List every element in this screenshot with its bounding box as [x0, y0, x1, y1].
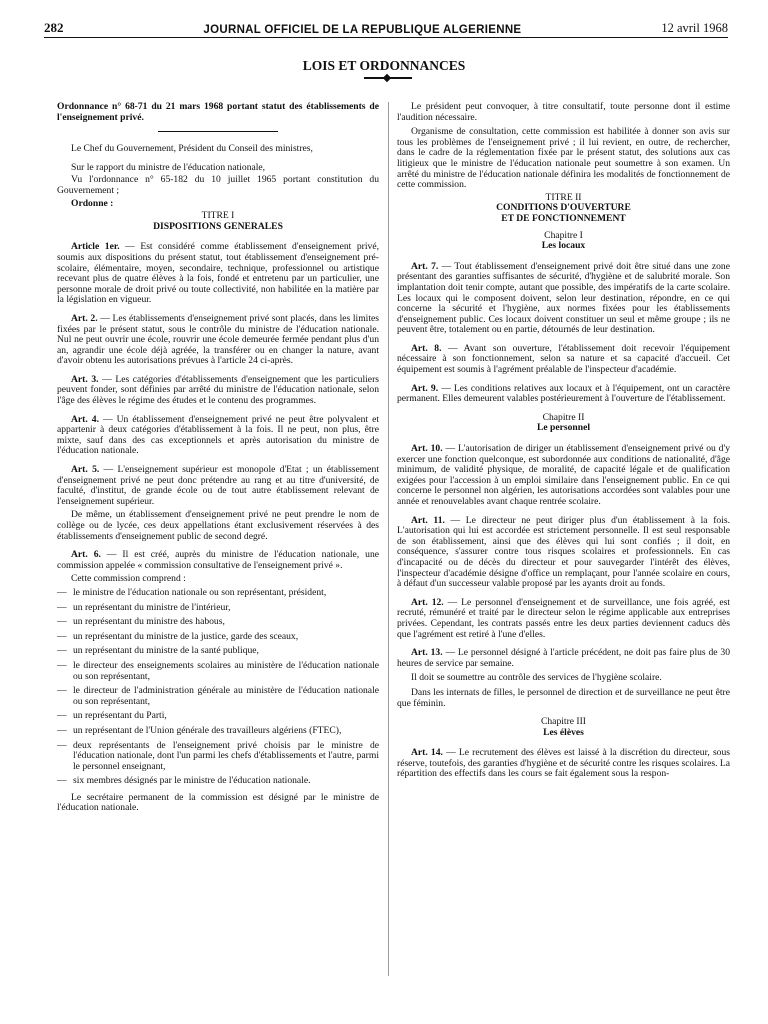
title-separator [158, 131, 278, 132]
list-item: — un représentant du Parti, [57, 711, 379, 722]
article-8 [397, 344, 730, 376]
article-label: Art. 6. [71, 549, 101, 561]
article-13-continued: Dans les internats de filles, le personnel de direction et de surveillance ne peut être que féminin. [397, 686, 730, 709]
article-12 [397, 598, 730, 640]
article-text: — Tout établissement d'enseignement privé doit être situé dans une zone présentant des garanties suffisantes de sécurité, d'hygiène et de salubrité morale. Son implantation doit tenir compte, autant que possible, des impératifs de la carte scolaire. Les locaux qui le composent doivent, selon leur destination, répondre, en ce qui concerne la sécurité et l'hygiène, aux normes fixées pour les établissements d'enseignement public. Ces locaux doivent constituer un seul et même groupe ; ils ne peuvent être, totalement ou en partie, détournés de leur destination. [397, 260, 730, 336]
article-label: Art. 4. [71, 413, 99, 425]
article-label: Art. 3. [71, 373, 99, 385]
section-title: LOIS ET ORDONNANCES [302, 58, 466, 73]
article-label: Art. 11. [411, 514, 445, 526]
article-label: Art. 5. [71, 464, 100, 476]
titre-name: DISPOSITIONS GENERALES [153, 220, 283, 232]
secretary-clause: Le secrétaire permanent de la commission est désigné par le ministre de l'éducation nationale. [57, 791, 379, 814]
article-14 [397, 748, 730, 780]
issue-date: 12 avril 1968 [661, 21, 728, 35]
article-label: Art. 14. [411, 747, 443, 759]
article-label: Art. 10. [411, 443, 443, 455]
list-item: — le directeur des enseignements scolaires au ministère de l'éducation nationale ou son représentant, [57, 661, 379, 682]
preamble-line: Sur le rapport du ministre de l'éducation nationale, [71, 161, 266, 173]
article-label: Article 1er. [71, 241, 120, 253]
list-item: — un représentant du ministre de la justice, garde des sceaux, [57, 632, 379, 643]
titre-heading [397, 193, 730, 225]
article-text: — Le personnel d'enseignement et de surveillance, une fois agréé, est recruté, rémunéré et traité par le directeur selon le régime applicable aux entreprises privées. Cependant, les contrats passés entre les deux parties deviennent caducs dès que l'agrément est retiré à l'une d'elles. [397, 596, 730, 640]
article-label: Art. 8. [411, 342, 442, 354]
article-label: Art. 9. [411, 382, 439, 394]
article-3 [57, 375, 379, 407]
right-column [397, 102, 730, 788]
article-label: Art. 2. [71, 312, 98, 324]
article-1 [57, 242, 379, 306]
ordonne-label: Ordonne : [71, 197, 114, 209]
titre-number: TITRE I [201, 210, 235, 222]
left-column [57, 102, 379, 822]
titre-name: ET DE FONCTIONNEMENT [501, 212, 626, 224]
article-text: — Est considéré comme établissement d'enseignement privé, soumis aux dispositions du présent statut, tout établissement d'enseignement pré-scolaire, élémentaire, moyen, secondaire, technique, professionnel ou artistique recevant plus de quatre élèves à la fois, fondé et entretenu par un particulier, une personne morale de droit privé ou toute collectivité, non habilitée en la matière par la législation en vigueur. [57, 241, 379, 306]
article-text: — Le recrutement des élèves est laissé à la discrétion du directeur, sous réserve, toutefois, des garanties d'hygiène et de sécurité contre les risques scolaires. La répartition des effectifs dans les cours se fait également sous la respon- [397, 747, 731, 780]
list-item: — un représentant de l'Union générale des travailleurs algériens (FTEC), [57, 726, 379, 737]
titre-name: CONDITIONS D'OUVERTURE [496, 202, 631, 214]
article-label: Art. 12. [411, 596, 444, 608]
article-11 [397, 516, 730, 590]
commission-members [57, 588, 379, 787]
journal-title: JOURNAL OFFICIEL DE LA REPUBLIQUE ALGERIENNE [203, 24, 522, 36]
chapter-name: Les élèves [543, 726, 584, 738]
article-text: — Il est créé, auprès du ministre de l'éducation nationale, une commission appelée « commission consultative de l'enseignement privé ». [57, 549, 379, 571]
list-item: — un représentant du ministre des habous, [57, 617, 379, 628]
ornament-divider [364, 77, 412, 79]
paragraph: Organisme de consultation, cette commission est habilitée à donner son avis sur tous les problèmes de l'enseignement privé ; il lui revient, en outre, de rechercher, dans le cadre de la réglementation fixée par le présent statut, des solutions aux cas litigieux que le ministre de l'éducation nationale peut soumettre à son examen. Un arrêté du ministre de l'éducation nationale définira les modalités de fonctionnement de cette commission. [397, 126, 730, 191]
chapter-heading [397, 717, 730, 738]
chapter-heading [397, 413, 730, 434]
column-divider [388, 102, 389, 976]
article-text: — Les conditions relatives aux locaux et à l'équipement, ont un caractère permanent. Elles demeurent valables postérieurement à l'ouverture de l'établissement. [397, 382, 730, 405]
article-4 [57, 415, 379, 457]
commission-intro: Cette commission comprend : [71, 573, 186, 585]
article-5-continued: De même, un établissement d'enseignement privé ne peut prendre le nom de collège ou de lycée, ces deux appellations étant exclusivement réservées à des établissements d'enseignement public de second degré. [57, 509, 379, 542]
chapter-name: Les locaux [541, 240, 586, 252]
preamble-line: Le Chef du Gouvernement, Président du Conseil des ministres, [71, 143, 313, 155]
header-rule [44, 37, 728, 38]
page-header [44, 16, 728, 36]
list-item: — deux représentants de l'enseignement privé choisis par le ministre de l'éducation nationale, dont l'un parmi les chefs d'établissements et l'autre, parmi le personnel enseignant, [57, 741, 379, 773]
article-6 [57, 550, 379, 571]
article-2 [57, 314, 379, 367]
article-text: — Les catégories d'établissements d'enseignement que les particuliers peuvent fonder, sont définies par arrêté du ministre de l'éducation nationale, selon l'âge des élèves le régime des études et le contenu des programmes. [57, 373, 379, 407]
article-text: — Le personnel désigné à l'article précédent, ne doit pas faire plus de 30 heures de service par semaine. [397, 647, 730, 669]
list-item: — le directeur de l'administration générale au ministère de l'éducation nationale ou son représentant, [57, 686, 379, 707]
article-text: — L'enseignement supérieur est monopole d'Etat ; un établissement d'enseignement privé ne peut donc prétendre au rang et au titre d'université, de faculté, d'institut, de grande école ou de tout autre établissement relevant de l'enseignement supérieur. [57, 464, 379, 507]
titre-heading [57, 211, 379, 232]
article-7 [397, 262, 730, 336]
article-text: — Les établissements d'enseignement privé sont placés, dans les limites fixées par le présent statut, sous le contrôle du ministre de l'éducation nationale. Nul ne peut ouvrir une école, rouvrir une école demeurée fermée pendant plus d'un an, agrandir une école déjà agréée, la transférer ou en changer la nature, avant d'avoir obtenu les autorisations prévues à l'article 24 ci-après. [57, 312, 379, 367]
chapter-number: Chapitre III [540, 716, 587, 728]
chapter-heading [397, 231, 730, 252]
chapter-name: Le personnel [536, 422, 591, 434]
page-number: 282 [44, 20, 64, 35]
article-text: — Un établissement d'enseignement privé ne peut être polyvalent et appartenir à deux catégories d'établissement à la fois. Il ne peut, non plus, être mixte, sauf dans des cas exceptionnels et après autorisation du ministre de l'éducation nationale. [57, 413, 380, 457]
article-13-continued: Il doit se soumettre au contrôle des services de l'hygiène scolaire. [411, 672, 662, 684]
ordinance-title: Ordonnance n° 68-71 du 21 mars 1968 portant statut des établissements de l'enseignement privé. [57, 101, 379, 123]
article-13 [397, 648, 730, 669]
article-label: Art. 13. [411, 647, 443, 659]
paragraph: Le président peut convoquer, à titre consultatif, toute personne dont il estime l'audition nécessaire. [397, 101, 730, 123]
preamble-line: Vu l'ordonnance n° 65-182 du 10 juillet 1965 portant constitution du Gouvernement ; [57, 174, 379, 196]
article-text: — Le directeur ne peut diriger plus d'un établissement à la fois. L'autorisation qui lui est accordée est strictement personnelle. Il est seul responsable de son établissement, ainsi que des élèves qui lui sont confiés ; il doit, en conséquence, s'assurer contre tous risques scolaires et professionnels. En cas d'incapacité ou de décès du directeur et pour sauvegarder l'intérêt des élèves, l'inspecteur d'académie désigne d'office un remplaçant, pour l'année scolaire en cours, à défaut d'un successeur valable proposé par les ayants droit au fonds. [397, 514, 731, 590]
article-text: — Avant son ouverture, l'établissement doit recevoir l'équipement nécessaire à son fonctionnement, selon sa nature et sa capacité d'accueil. Cet équipement est soumis à l'agrément préalable de l'inspecteur d'académie. [397, 342, 731, 376]
list-item: — le ministre de l'éducation nationale ou son représentant, président, [57, 588, 379, 599]
article-label: Art. 7. [411, 260, 439, 272]
article-10 [397, 444, 730, 508]
article-9 [397, 384, 730, 405]
article-text: — L'autorisation de diriger un établissement d'enseignement privé ou d'y exercer une fonction quelconque, est subordonnée aux conditions de nationalité, d'âge minimum, de validité physique, de moralité, de capacité légale et de qualification exigées pour l'accession à un emploi similaire dans l'enseignement public. En ce qui concerne le personnel non algérien, les autorisations accordées sont valables pour une année et renouvelables avant chaque rentrée scolaire. [397, 443, 731, 507]
list-item: — un représentant du ministre de la santé publique, [57, 646, 379, 657]
list-item: — six membres désignés par le ministre de l'éducation nationale. [57, 776, 379, 787]
chapter-number: Chapitre I [544, 229, 583, 241]
list-item: — un représentant du ministre de l'intérieur, [57, 603, 379, 614]
article-5 [57, 465, 379, 507]
chapter-number: Chapitre II [542, 411, 585, 423]
titre-number: TITRE II [545, 191, 582, 203]
